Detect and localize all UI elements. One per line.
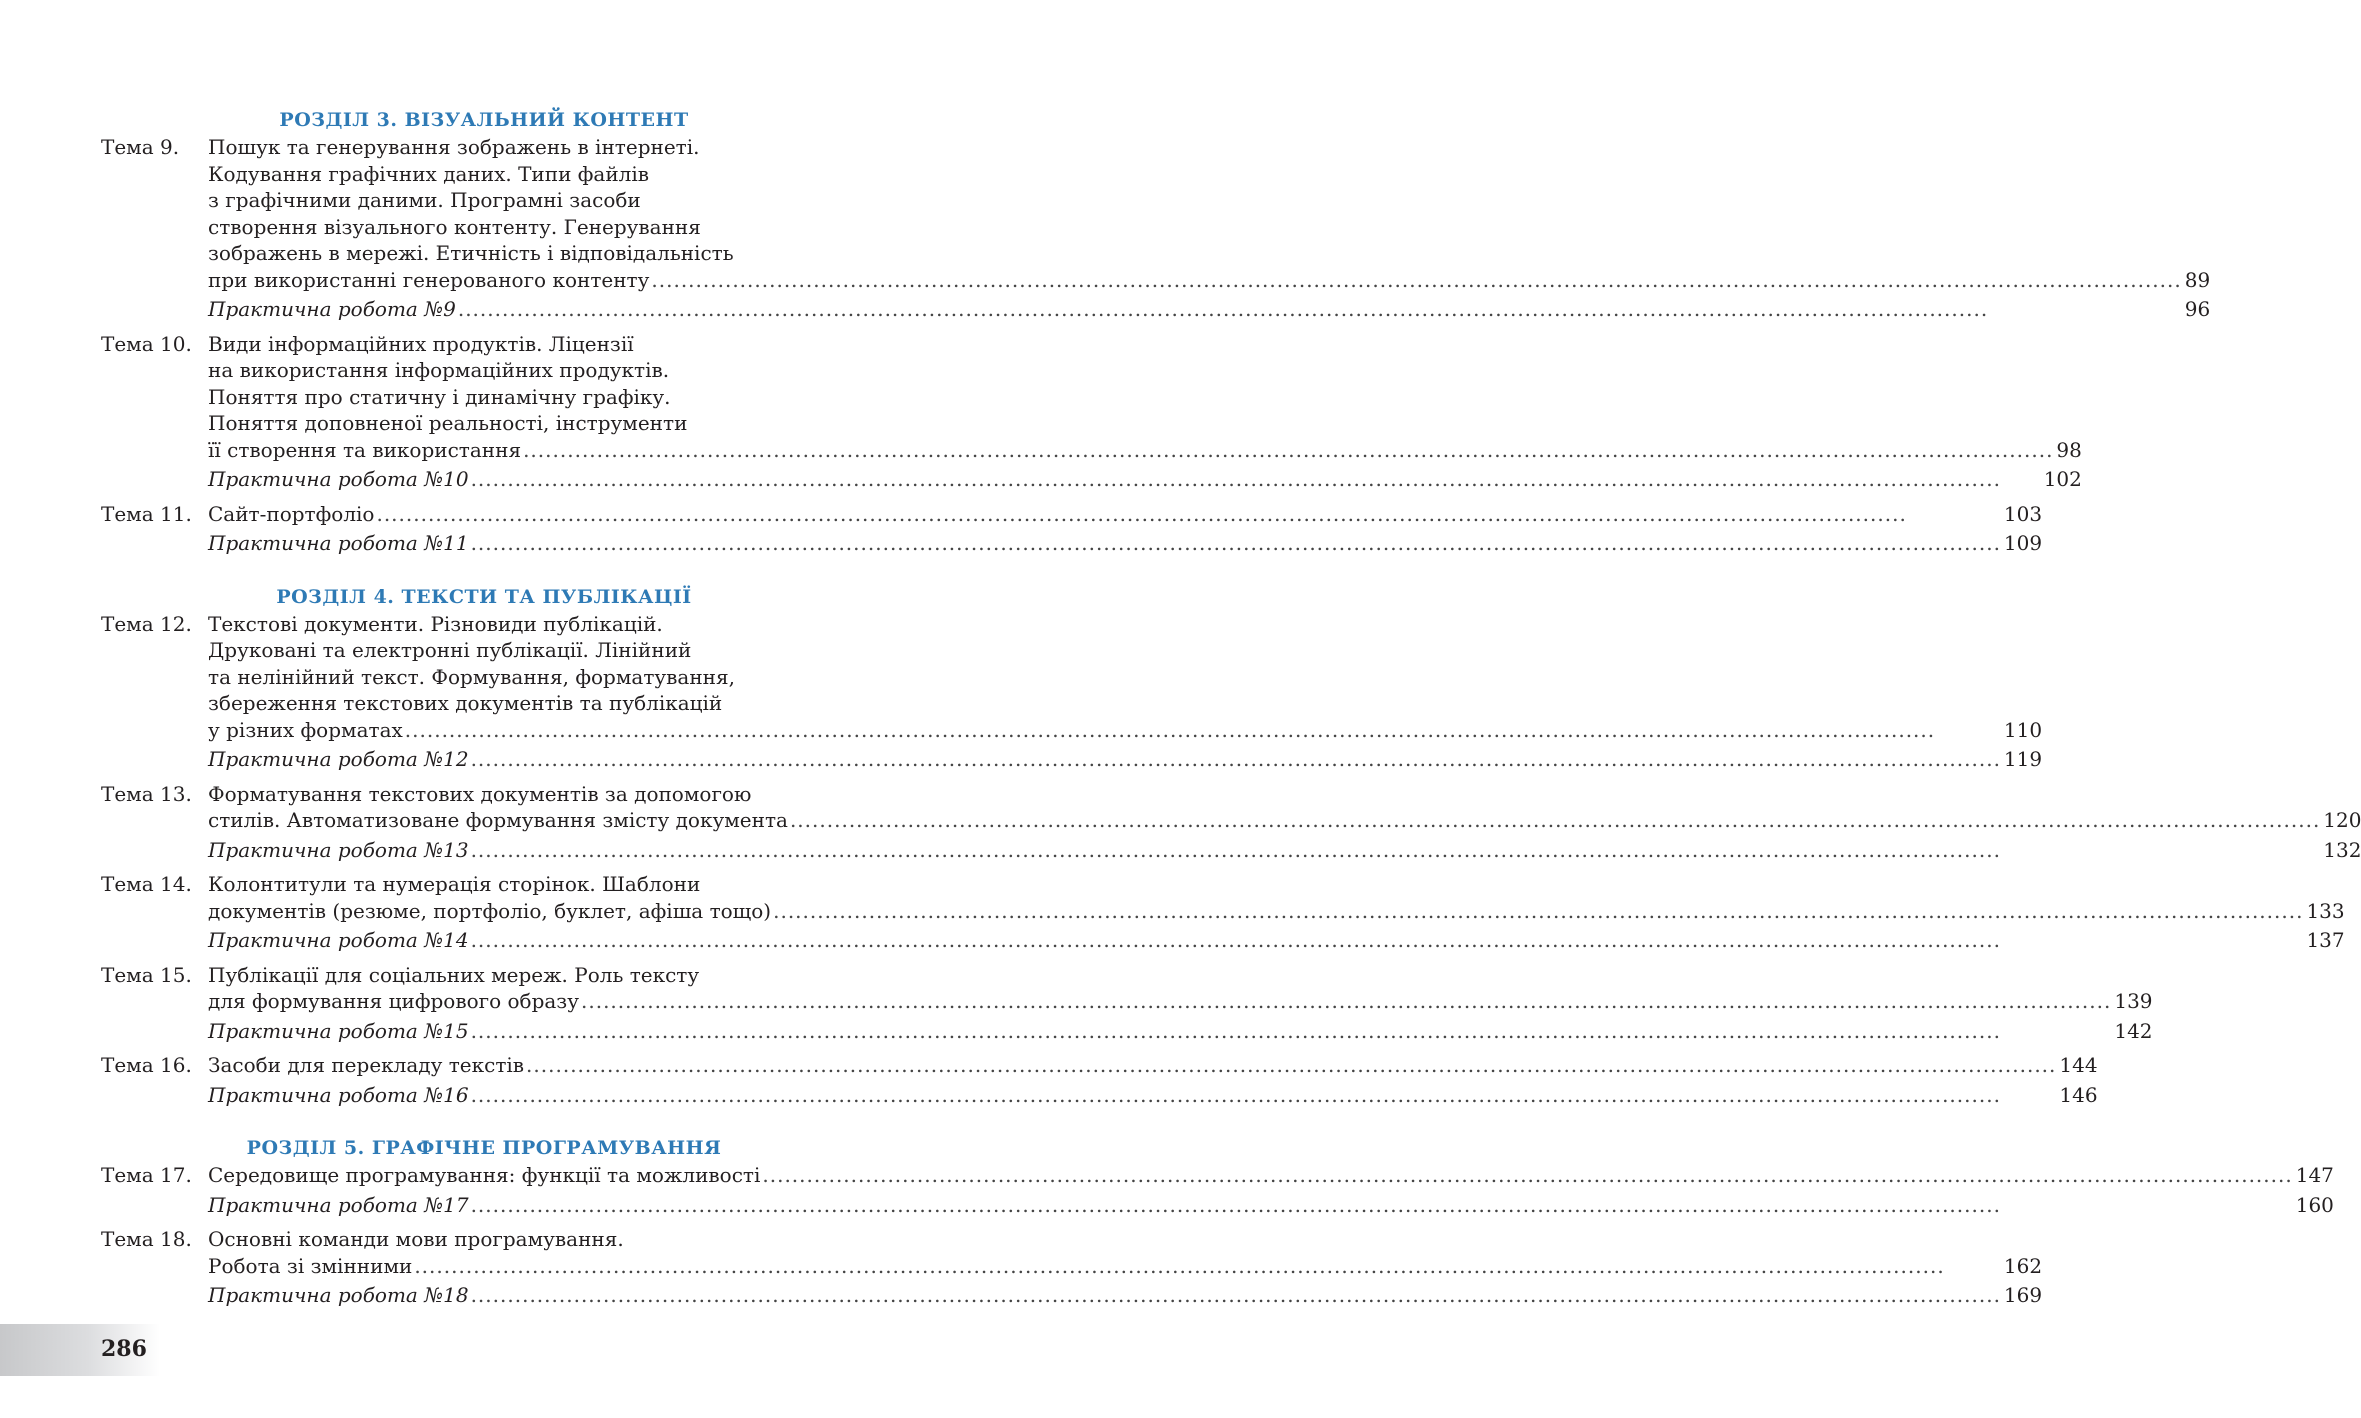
practical-work-title: Практична робота №16 — [208, 1082, 469, 1107]
practical-work-page-number: 119 — [2003, 747, 2043, 771]
topic-entry — [101, 1226, 2043, 1309]
topic-title-line: на використання інформаційних продуктів. — [208, 358, 670, 382]
topic-title-line: Кодування графічних даних. Типи файлів — [208, 161, 650, 186]
topic-title-line: Друковані та електронні публікації. Лінійний — [208, 638, 692, 662]
dot-leader — [471, 466, 2041, 493]
practical-work-entry — [208, 1018, 2153, 1045]
dot-leader — [471, 530, 2001, 557]
topic-title-line: зображень в мережі. Етичність і відповідальність — [208, 241, 734, 265]
section-title: РОЗДІЛ 5. ГРАФІЧНЕ ПРОГРАМУВАННЯ — [246, 1137, 722, 1159]
practical-work-entry — [208, 746, 2042, 773]
practical-work-page-number: 96 — [2184, 297, 2211, 321]
topic-page-number: 120 — [2323, 808, 2361, 832]
topic-title-text: Середовище програмування: функції та можливості — [208, 1163, 761, 1187]
topic-body — [208, 134, 2210, 323]
table-of-contents — [101, 106, 2361, 1335]
topic-body — [208, 1226, 2042, 1309]
practical-work-title: Практична робота №9 — [208, 297, 456, 321]
practical-work-title: Практична робота №17 — [208, 1192, 469, 1217]
topic-label: Тема 13. — [101, 781, 192, 806]
topic-page-number: 98 — [2056, 437, 2082, 462]
practical-work-title: Практична робота №10 — [208, 467, 469, 491]
dot-leader — [471, 927, 2304, 954]
topic-title-text: Засоби для перекладу текстів — [208, 1053, 525, 1077]
topic-body — [208, 962, 2153, 1045]
dot-leader — [458, 296, 2182, 323]
topic-page-number: 89 — [2184, 267, 2211, 292]
topic-page-number: 110 — [2003, 717, 2043, 742]
practical-work-page-number: 169 — [2003, 1283, 2043, 1307]
topic-title-line: Види інформаційних продуктів. Ліцензії — [208, 331, 634, 356]
practical-work-page-number: 146 — [2059, 1082, 2098, 1107]
practical-work-title: Практична робота №13 — [208, 837, 469, 862]
dot-leader — [414, 1253, 2001, 1280]
topic-title-text: при використанні генерованого контенту — [208, 267, 650, 292]
topic-label: Тема 11. — [101, 501, 192, 526]
topic-last-line — [208, 988, 2153, 1015]
topic-title-text: для формування цифрового образу — [208, 989, 579, 1013]
dot-leader — [651, 267, 2181, 294]
topic-page-number: 162 — [2003, 1253, 2043, 1278]
section-title: РОЗДІЛ 4. ТЕКСТИ ТА ПУБЛІКАЦІЇ — [276, 585, 692, 608]
topic-title-line: Форматування текстових документів за допомогою — [208, 781, 752, 806]
topic-title-text: Робота зі змінними — [208, 1253, 413, 1278]
dot-leader — [471, 1192, 2293, 1219]
dot-leader — [471, 1082, 2057, 1109]
practical-work-page-number: 109 — [2003, 531, 2043, 555]
dot-leader — [526, 1052, 2056, 1079]
dot-leader — [405, 717, 2001, 744]
topic-entry — [101, 1052, 2098, 1108]
topic-title-line: Поняття доповненої реальності, інструменти — [208, 411, 688, 435]
practical-work-entry — [208, 466, 2082, 493]
topic-title-text: стилів. Автоматизоване формування змісту документа — [208, 808, 788, 832]
topic-label: Тема 14. — [101, 872, 192, 896]
topic-label: Тема 15. — [101, 962, 192, 987]
toc-section — [101, 583, 2361, 1109]
topic-body — [208, 1162, 2334, 1218]
topic-last-line — [208, 717, 2042, 744]
topic-title-line: Поняття про статичну і динамічну графіку. — [208, 384, 671, 409]
practical-work-title: Практична робота №14 — [208, 928, 469, 952]
dot-leader — [773, 898, 2303, 925]
topic-last-line — [208, 807, 2361, 834]
dot-leader — [376, 501, 2000, 528]
practical-work-title: Практична робота №15 — [208, 1018, 469, 1043]
topic-title-line: Колонтитули та нумерація сторінок. Шаблони — [208, 872, 701, 896]
topic-title-text: документів (резюме, портфоліо, буклет, афіша тощо) — [208, 898, 772, 923]
topic-entry — [101, 134, 2211, 323]
topic-label: Тема 18. — [101, 1227, 192, 1251]
topic-title-line: Основні команди мови програмування. — [208, 1227, 624, 1251]
topic-title-line: Текстові документи. Різновиди публікацій. — [208, 611, 663, 636]
practical-work-page-number: 137 — [2306, 928, 2345, 952]
topic-page-number: 139 — [2114, 989, 2153, 1013]
practical-work-title: Практична робота №18 — [208, 1283, 469, 1307]
topic-page-number: 144 — [2059, 1053, 2098, 1077]
practical-work-entry — [208, 530, 2042, 557]
dot-leader — [471, 1282, 2001, 1309]
practical-work-entry — [208, 296, 2210, 323]
practical-work-title: Практична робота №12 — [208, 747, 469, 771]
practical-work-page-number: 132 — [2323, 837, 2361, 862]
dot-leader — [581, 988, 2111, 1015]
dot-leader — [471, 1018, 2112, 1045]
topic-label: Тема 9. — [101, 135, 180, 159]
topic-entry — [101, 331, 2082, 493]
topic-entry — [101, 1162, 2334, 1218]
topic-page-number: 133 — [2306, 898, 2345, 923]
toc-section — [101, 106, 2211, 557]
topic-title-line: створення візуального контенту. Генерування — [208, 214, 701, 239]
topic-title-line: з графічними даними. Програмні засоби — [208, 188, 641, 212]
topic-title-text: у різних форматах — [208, 717, 403, 742]
practical-work-entry — [208, 837, 2361, 864]
section-title: РОЗДІЛ 3. ВІЗУАЛЬНИЙ КОНТЕНТ — [279, 109, 689, 131]
topic-body — [208, 781, 2361, 864]
topic-last-line — [208, 1162, 2334, 1189]
topic-last-line — [208, 267, 2210, 294]
practical-work-page-number: 142 — [2114, 1018, 2153, 1043]
topic-title-line: та нелінійний текст. Формування, форматування, — [208, 664, 735, 689]
topic-last-line — [208, 898, 2345, 925]
topic-title-line: Пошук та генерування зображень в інтернеті. — [208, 135, 700, 159]
topic-title-text: її створення та використання — [208, 437, 522, 462]
practical-work-entry — [208, 1282, 2042, 1309]
topic-label: Тема 12. — [101, 611, 192, 636]
dot-leader — [762, 1162, 2292, 1189]
topic-body — [208, 871, 2345, 954]
topic-last-line — [208, 437, 2082, 464]
topic-title-text: Сайт-портфоліо — [208, 501, 375, 526]
topic-label: Тема 17. — [101, 1163, 192, 1187]
topic-label: Тема 10. — [101, 331, 192, 356]
toc-section — [101, 1134, 2334, 1309]
topic-title-line: Публікації для соціальних мереж. Роль тексту — [208, 962, 700, 987]
topic-title-line: збереження текстових документів та публікацій — [208, 691, 723, 715]
practical-work-entry — [208, 1082, 2098, 1109]
dot-leader — [790, 807, 2320, 834]
topic-body — [208, 1052, 2098, 1108]
dot-leader — [523, 437, 2053, 464]
dot-leader — [471, 837, 2321, 864]
practical-work-title: Практична робота №11 — [208, 531, 469, 555]
topic-last-line — [208, 1253, 2042, 1280]
topic-label: Тема 16. — [101, 1053, 192, 1077]
dot-leader — [471, 746, 2001, 773]
page-number: 286 — [101, 1336, 147, 1362]
practical-work-page-number: 160 — [2295, 1192, 2334, 1217]
practical-work-page-number: 102 — [2043, 467, 2082, 491]
practical-work-entry — [208, 1192, 2334, 1219]
practical-work-entry — [208, 927, 2345, 954]
topic-page-number: 147 — [2295, 1163, 2334, 1187]
topic-body — [208, 611, 2042, 773]
topic-last-line — [208, 501, 2042, 528]
topic-page-number: 103 — [2003, 501, 2043, 526]
topic-entry — [101, 781, 2361, 864]
topic-entry — [101, 871, 2345, 954]
topic-body — [208, 501, 2042, 557]
topic-body — [208, 331, 2082, 493]
topic-entry — [101, 962, 2153, 1045]
topic-last-line — [208, 1052, 2098, 1079]
topic-entry — [101, 501, 2043, 557]
topic-entry — [101, 611, 2043, 773]
